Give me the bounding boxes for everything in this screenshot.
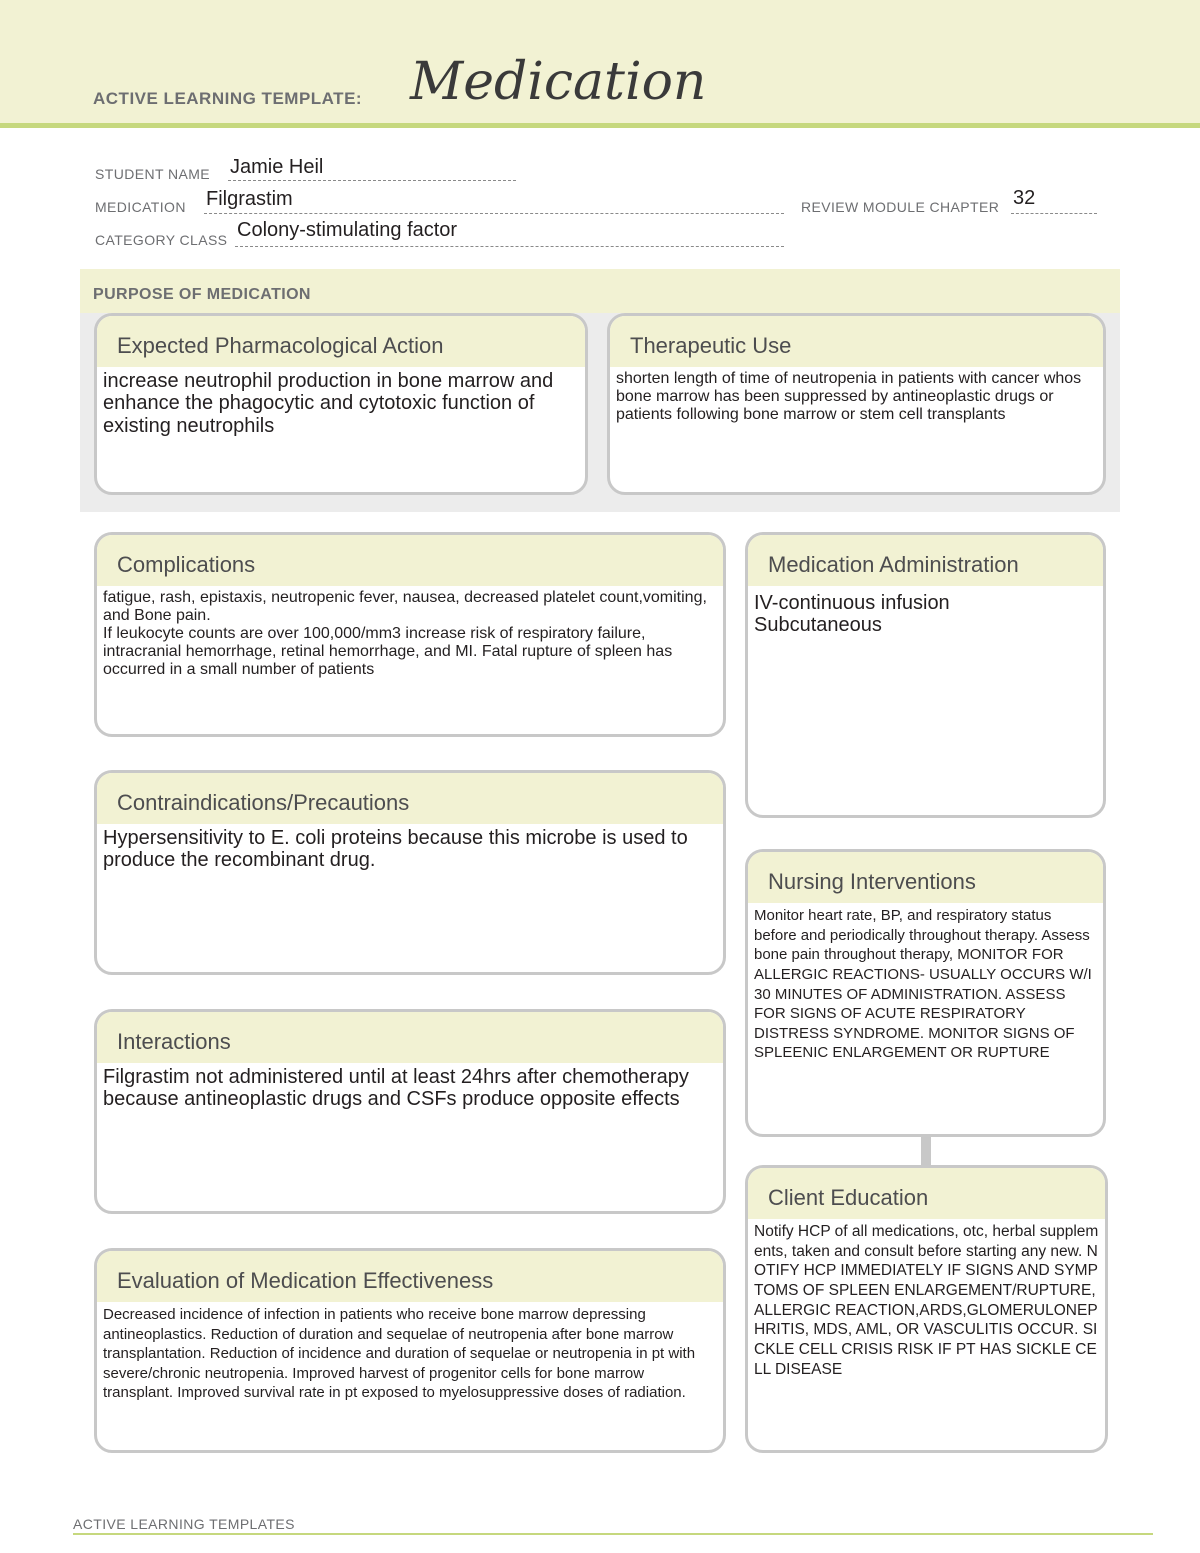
student-name-label: STUDENT NAME [95, 166, 210, 182]
purpose-label: PURPOSE OF MEDICATION [93, 286, 311, 303]
contraindications-box [94, 770, 726, 975]
header-rule [0, 123, 1200, 128]
template-title: Medication [410, 52, 707, 112]
contraindications-title: Contraindications/Precautions [117, 790, 410, 815]
therapeutic-use-box [607, 313, 1106, 495]
evaluation-body[interactable]: Decreased incidence of infection in patients who receive bone marrow depressing antineoplastics. Reduction of duration and sequelae of neutropenia after bone marrow transplantation. Reduction of incidence and duration of sequelae or neutropenia in pt with severe/chronic neutropenia. Improved harvest of progenitor cells for bone marrow transplant. Improved survival rate in pt exposed to myelosuppressive doses of radiation. [103, 1306, 696, 1401]
administration-box [745, 532, 1106, 818]
therapeutic-use-body[interactable]: shorten length of time of neutropenia in patients with cancer whos bone marrow has been suppressed by antineoplastic drugs or patients following bone marrow or stem cell transplants [616, 370, 1082, 423]
interactions-title: Interactions [117, 1029, 231, 1054]
nursing-box [745, 849, 1106, 1137]
medication-line [204, 213, 784, 214]
complications-body[interactable] [97, 586, 723, 679]
medication-value[interactable]: Filgrastim [206, 188, 293, 210]
category-class-value[interactable]: Colony-stimulating factor [237, 219, 458, 241]
contraindications-body[interactable]: Hypersensitivity to E. coli proteins because this microbe is used to produce the recombinant drug. [103, 827, 688, 872]
medication-label: MEDICATION [95, 199, 186, 215]
therapeutic-use-title: Therapeutic Use [630, 333, 792, 358]
administration-body[interactable] [748, 586, 1103, 637]
student-name-value[interactable]: Jamie Heil [230, 156, 324, 178]
interactions-header [97, 1012, 723, 1063]
expected-action-header [97, 316, 585, 367]
category-class-label: CATEGORY CLASS [95, 232, 228, 248]
expected-action-box [94, 313, 588, 495]
client-education-box [745, 1165, 1108, 1453]
client-education-header [748, 1168, 1105, 1219]
interactions-body[interactable]: Filgrastim not administered until at least 24hrs after chemotherapy because antineoplastic drugs and CSFs produce opposite effects [103, 1066, 689, 1111]
student-name-line [228, 180, 516, 181]
evaluation-box [94, 1248, 726, 1453]
complications-title: Complications [117, 552, 256, 577]
complications-header [97, 535, 723, 586]
nursing-education-connector [921, 1136, 931, 1166]
expected-action-body[interactable]: increase neutrophil production in bone marrow and enhance the phagocytic and cytotoxic function of existing neutrophils [103, 370, 554, 437]
therapeutic-use-header [610, 316, 1103, 367]
administration-line-2: Subcutaneous [754, 614, 882, 637]
review-module-line [1011, 213, 1097, 214]
nursing-body[interactable]: Monitor heart rate, BP, and respiratory status before and periodically throughout therapy. Assess bone pain throughout therapy, MONITOR FOR ALLERGIC REACTIONS- USUALLY OCCURS W/I 30 MINUTES OF ADMINISTRATION. ASSESS FOR SIGNS OF ACUTE RESPIRATORY DISTRESS SYNDROME. MONITOR SIGNS OF SPLEENIC ENLARGEMENT OR RUPTURE [754, 907, 1092, 1062]
evaluation-header [97, 1251, 723, 1302]
administration-header [748, 535, 1103, 586]
client-education-body[interactable]: Notify HCP of all medications, otc, herbal supplements, taken and consult before starting any new. NOTIFY HCP IMMEDIATELY IF SIGNS AND SYMPTOMS OF SPLEEN ENLARGEMENT/RUPTURE, ALLERGIC REACTION,ARDS,GLOMERULONEPHRITIS, MDS, AML, OR VASCULITIS OCCUR. SICKLE CELL CRISIS RISK IF PT HAS SICKLE CELL DISEASE [754, 1223, 1099, 1378]
complications-line-1: fatigue, rash, epistaxis, neutropenic fever, nausea, decreased platelet count,vomiting, and Bone pain. [103, 589, 707, 624]
footer-rule [73, 1533, 1153, 1535]
contraindications-header [97, 773, 723, 824]
category-class-line [235, 246, 784, 247]
interactions-box [94, 1009, 726, 1214]
evaluation-title: Evaluation of Medication Effectiveness [117, 1268, 494, 1293]
nursing-title: Nursing Interventions [768, 869, 976, 894]
review-module-label: REVIEW MODULE CHAPTER [801, 199, 1000, 215]
expected-action-title: Expected Pharmacological Action [117, 333, 444, 358]
complications-line-2: If leukocyte counts are over 100,000/mm3 increase risk of respiratory failure, intracranial hemorrhage, retinal hemorrhage, and MI. Fatal rupture of spleen has occurred in a small number of patients [103, 624, 673, 678]
nursing-header [748, 852, 1103, 903]
client-education-title: Client Education [768, 1185, 929, 1210]
footer-label: ACTIVE LEARNING TEMPLATES [73, 1516, 295, 1532]
template-label: ACTIVE LEARNING TEMPLATE: [93, 89, 363, 108]
administration-title: Medication Administration [768, 552, 1019, 577]
complications-box [94, 532, 726, 737]
administration-line-1: IV-continuous infusion [754, 592, 950, 614]
review-module-value[interactable]: 32 [1013, 187, 1036, 209]
